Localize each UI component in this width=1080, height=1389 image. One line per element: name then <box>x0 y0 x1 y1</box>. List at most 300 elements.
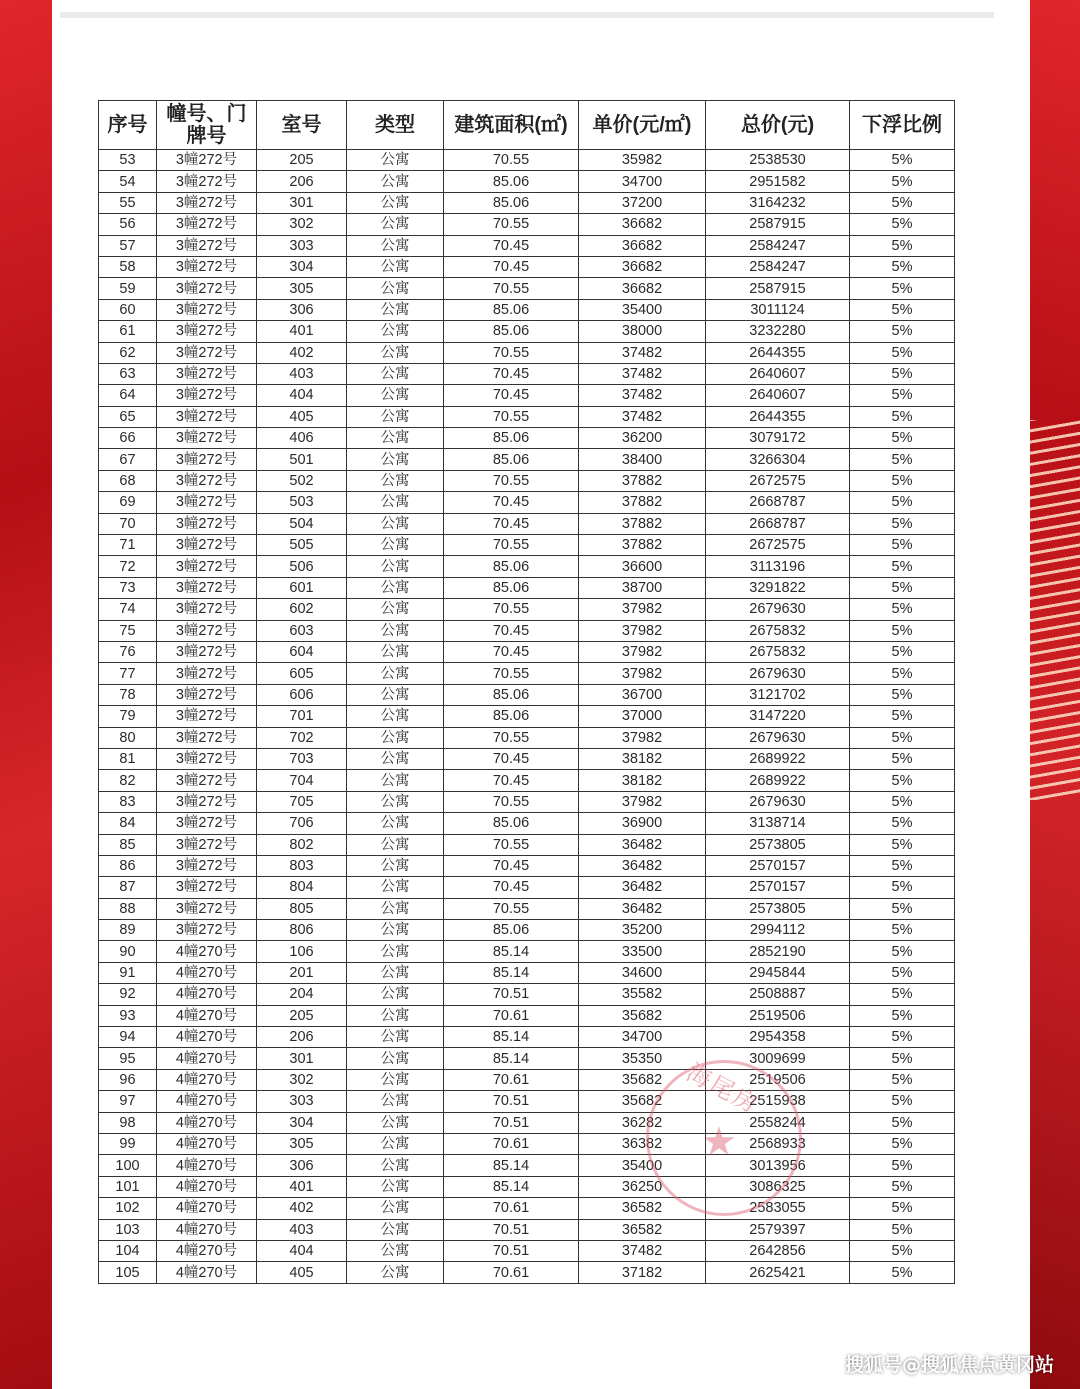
cell-seq: 84 <box>99 813 157 834</box>
cell-building: 3幢272号 <box>157 342 257 363</box>
header-total-price: 总价(元) <box>706 101 850 150</box>
cell-total-price: 3232280 <box>706 321 850 342</box>
cell-type: 公寓 <box>347 299 444 320</box>
cell-seq: 82 <box>99 770 157 791</box>
cell-room: 301 <box>257 1048 347 1069</box>
cell-seq: 87 <box>99 877 157 898</box>
cell-area: 85.06 <box>444 428 579 449</box>
cell-unit-price: 36250 <box>579 1176 706 1197</box>
cell-area: 70.55 <box>444 470 579 491</box>
cell-type: 公寓 <box>347 1198 444 1219</box>
cell-unit-price: 36482 <box>579 855 706 876</box>
cell-building: 3幢272号 <box>157 363 257 384</box>
cell-type: 公寓 <box>347 855 444 876</box>
cell-room: 803 <box>257 855 347 876</box>
cell-room: 805 <box>257 898 347 919</box>
cell-room: 206 <box>257 171 347 192</box>
cell-area: 70.55 <box>444 663 579 684</box>
cell-seq: 76 <box>99 641 157 662</box>
cell-type: 公寓 <box>347 1112 444 1133</box>
cell-unit-price: 37882 <box>579 492 706 513</box>
table-row <box>99 1198 955 1219</box>
cell-unit-price: 36482 <box>579 877 706 898</box>
cell-discount: 5% <box>850 1240 955 1261</box>
cell-area: 85.06 <box>444 577 579 598</box>
cell-room: 304 <box>257 1112 347 1133</box>
cell-unit-price: 38182 <box>579 770 706 791</box>
cell-area: 70.61 <box>444 1133 579 1154</box>
cell-building: 4幢270号 <box>157 1112 257 1133</box>
cell-total-price: 3121702 <box>706 684 850 705</box>
cell-seq: 90 <box>99 941 157 962</box>
cell-building: 3幢272号 <box>157 192 257 213</box>
price-table <box>98 100 955 1284</box>
cell-area: 70.55 <box>444 898 579 919</box>
cell-seq: 80 <box>99 727 157 748</box>
header-discount: 下浮比例 <box>850 101 955 150</box>
cell-area: 70.45 <box>444 641 579 662</box>
cell-total-price: 2570157 <box>706 855 850 876</box>
cell-area: 85.06 <box>444 813 579 834</box>
cell-room: 302 <box>257 214 347 235</box>
cell-type: 公寓 <box>347 1262 444 1283</box>
cell-building: 3幢272号 <box>157 556 257 577</box>
cell-type: 公寓 <box>347 428 444 449</box>
cell-total-price: 2644355 <box>706 406 850 427</box>
cell-room: 303 <box>257 235 347 256</box>
cell-type: 公寓 <box>347 1133 444 1154</box>
cell-room: 405 <box>257 406 347 427</box>
cell-building: 4幢270号 <box>157 962 257 983</box>
cell-area: 85.14 <box>444 962 579 983</box>
cell-area: 70.55 <box>444 791 579 812</box>
cell-unit-price: 37982 <box>579 641 706 662</box>
table-row <box>99 791 955 812</box>
cell-total-price: 2679630 <box>706 791 850 812</box>
cell-type: 公寓 <box>347 962 444 983</box>
cell-building: 3幢272号 <box>157 599 257 620</box>
cell-seq: 88 <box>99 898 157 919</box>
cell-type: 公寓 <box>347 214 444 235</box>
table-row <box>99 513 955 534</box>
table-row <box>99 577 955 598</box>
cell-discount: 5% <box>850 855 955 876</box>
cell-seq: 68 <box>99 470 157 491</box>
cell-seq: 101 <box>99 1176 157 1197</box>
cell-unit-price: 36682 <box>579 278 706 299</box>
cell-area: 85.14 <box>444 1176 579 1197</box>
table-row <box>99 641 955 662</box>
cell-total-price: 2587915 <box>706 214 850 235</box>
cell-area: 85.06 <box>444 706 579 727</box>
cell-building: 3幢272号 <box>157 299 257 320</box>
cell-discount: 5% <box>850 1219 955 1240</box>
cell-room: 405 <box>257 1262 347 1283</box>
cell-type: 公寓 <box>347 599 444 620</box>
cell-area: 85.14 <box>444 1048 579 1069</box>
cell-room: 302 <box>257 1069 347 1090</box>
cell-area: 70.51 <box>444 984 579 1005</box>
cell-room: 603 <box>257 620 347 641</box>
cell-area: 85.14 <box>444 1027 579 1048</box>
cell-building: 4幢270号 <box>157 1069 257 1090</box>
cell-room: 705 <box>257 791 347 812</box>
table-row <box>99 428 955 449</box>
cell-type: 公寓 <box>347 235 444 256</box>
table-row <box>99 1091 955 1112</box>
cell-area: 70.45 <box>444 877 579 898</box>
cell-room: 406 <box>257 428 347 449</box>
cell-discount: 5% <box>850 1155 955 1176</box>
cell-area: 70.51 <box>444 1091 579 1112</box>
table-row <box>99 470 955 491</box>
cell-seq: 61 <box>99 321 157 342</box>
cell-type: 公寓 <box>347 492 444 513</box>
cell-type: 公寓 <box>347 449 444 470</box>
cell-seq: 103 <box>99 1219 157 1240</box>
cell-type: 公寓 <box>347 321 444 342</box>
cell-unit-price: 37982 <box>579 620 706 641</box>
cell-room: 304 <box>257 256 347 277</box>
cell-unit-price: 38182 <box>579 748 706 769</box>
cell-seq: 95 <box>99 1048 157 1069</box>
cell-area: 85.06 <box>444 192 579 213</box>
cell-total-price: 2994112 <box>706 920 850 941</box>
cell-room: 501 <box>257 449 347 470</box>
cell-room: 402 <box>257 1198 347 1219</box>
cell-total-price: 2568933 <box>706 1133 850 1154</box>
cell-room: 201 <box>257 962 347 983</box>
cell-discount: 5% <box>850 1005 955 1026</box>
cell-unit-price: 37482 <box>579 342 706 363</box>
table-header-row <box>99 101 955 150</box>
cell-room: 401 <box>257 1176 347 1197</box>
table-row <box>99 1262 955 1283</box>
cell-discount: 5% <box>850 492 955 513</box>
cell-total-price: 2675832 <box>706 620 850 641</box>
cell-seq: 65 <box>99 406 157 427</box>
cell-total-price: 2558244 <box>706 1112 850 1133</box>
cell-building: 3幢272号 <box>157 492 257 513</box>
cell-unit-price: 37000 <box>579 706 706 727</box>
cell-unit-price: 34600 <box>579 962 706 983</box>
cell-type: 公寓 <box>347 406 444 427</box>
cell-area: 70.55 <box>444 727 579 748</box>
cell-discount: 5% <box>850 663 955 684</box>
cell-area: 70.45 <box>444 748 579 769</box>
cell-total-price: 3291822 <box>706 577 850 598</box>
cell-total-price: 2579397 <box>706 1219 850 1240</box>
cell-seq: 85 <box>99 834 157 855</box>
cell-seq: 93 <box>99 1005 157 1026</box>
cell-unit-price: 37482 <box>579 363 706 384</box>
cell-room: 402 <box>257 342 347 363</box>
cell-total-price: 2945844 <box>706 962 850 983</box>
table-row <box>99 342 955 363</box>
cell-unit-price: 35582 <box>579 984 706 1005</box>
table-row <box>99 748 955 769</box>
cell-room: 504 <box>257 513 347 534</box>
cell-area: 85.14 <box>444 1155 579 1176</box>
cell-building: 4幢270号 <box>157 1219 257 1240</box>
cell-seq: 89 <box>99 920 157 941</box>
table-row <box>99 920 955 941</box>
cell-type: 公寓 <box>347 556 444 577</box>
cell-building: 4幢270号 <box>157 1133 257 1154</box>
cell-type: 公寓 <box>347 256 444 277</box>
header-area: 建筑面积(㎡) <box>444 101 579 150</box>
cell-unit-price: 35350 <box>579 1048 706 1069</box>
cell-building: 3幢272号 <box>157 321 257 342</box>
cell-total-price: 2538530 <box>706 150 850 171</box>
table-row <box>99 535 955 556</box>
cell-type: 公寓 <box>347 577 444 598</box>
cell-room: 403 <box>257 363 347 384</box>
cell-building: 4幢270号 <box>157 1240 257 1261</box>
cell-seq: 77 <box>99 663 157 684</box>
cell-area: 85.14 <box>444 941 579 962</box>
cell-type: 公寓 <box>347 1069 444 1090</box>
cell-area: 85.06 <box>444 171 579 192</box>
cell-seq: 69 <box>99 492 157 513</box>
cell-seq: 55 <box>99 192 157 213</box>
cell-total-price: 2679630 <box>706 599 850 620</box>
table-row <box>99 1219 955 1240</box>
cell-unit-price: 38700 <box>579 577 706 598</box>
cell-total-price: 3147220 <box>706 706 850 727</box>
cell-building: 3幢272号 <box>157 898 257 919</box>
cell-unit-price: 37982 <box>579 663 706 684</box>
cell-unit-price: 37482 <box>579 385 706 406</box>
cell-building: 4幢270号 <box>157 984 257 1005</box>
cell-building: 4幢270号 <box>157 1198 257 1219</box>
table-row <box>99 898 955 919</box>
cell-area: 70.45 <box>444 770 579 791</box>
cell-discount: 5% <box>850 470 955 491</box>
cell-total-price: 3113196 <box>706 556 850 577</box>
cell-discount: 5% <box>850 449 955 470</box>
cell-building: 3幢272号 <box>157 150 257 171</box>
cell-total-price: 2672575 <box>706 470 850 491</box>
cell-seq: 81 <box>99 748 157 769</box>
cell-total-price: 2573805 <box>706 834 850 855</box>
cell-unit-price: 38000 <box>579 321 706 342</box>
cell-type: 公寓 <box>347 920 444 941</box>
cell-building: 3幢272号 <box>157 855 257 876</box>
cell-type: 公寓 <box>347 1048 444 1069</box>
cell-seq: 58 <box>99 256 157 277</box>
cell-discount: 5% <box>850 620 955 641</box>
cell-building: 3幢272号 <box>157 278 257 299</box>
table-row <box>99 813 955 834</box>
table-row <box>99 877 955 898</box>
cell-discount: 5% <box>850 984 955 1005</box>
cell-discount: 5% <box>850 278 955 299</box>
cell-building: 3幢272号 <box>157 235 257 256</box>
cell-seq: 78 <box>99 684 157 705</box>
table-row <box>99 770 955 791</box>
cell-building: 3幢272号 <box>157 791 257 812</box>
cell-building: 3幢272号 <box>157 706 257 727</box>
cell-discount: 5% <box>850 962 955 983</box>
cell-unit-price: 34700 <box>579 171 706 192</box>
cell-room: 502 <box>257 470 347 491</box>
cell-discount: 5% <box>850 235 955 256</box>
cell-type: 公寓 <box>347 663 444 684</box>
cell-discount: 5% <box>850 1112 955 1133</box>
cell-discount: 5% <box>850 1262 955 1283</box>
table-row <box>99 941 955 962</box>
cell-seq: 54 <box>99 171 157 192</box>
cell-discount: 5% <box>850 599 955 620</box>
cell-type: 公寓 <box>347 192 444 213</box>
cell-unit-price: 36582 <box>579 1198 706 1219</box>
cell-unit-price: 37982 <box>579 727 706 748</box>
cell-discount: 5% <box>850 577 955 598</box>
cell-type: 公寓 <box>347 363 444 384</box>
table-row <box>99 962 955 983</box>
cell-room: 804 <box>257 877 347 898</box>
cell-room: 305 <box>257 1133 347 1154</box>
table-row <box>99 706 955 727</box>
table-row <box>99 385 955 406</box>
cell-unit-price: 37882 <box>579 470 706 491</box>
cell-type: 公寓 <box>347 513 444 534</box>
cell-area: 85.06 <box>444 449 579 470</box>
cell-discount: 5% <box>850 150 955 171</box>
table-row <box>99 235 955 256</box>
cell-discount: 5% <box>850 556 955 577</box>
cell-building: 3幢272号 <box>157 449 257 470</box>
cell-seq: 96 <box>99 1069 157 1090</box>
cell-room: 706 <box>257 813 347 834</box>
cell-type: 公寓 <box>347 834 444 855</box>
cell-total-price: 2672575 <box>706 535 850 556</box>
cell-type: 公寓 <box>347 150 444 171</box>
cell-total-price: 3266304 <box>706 449 850 470</box>
cell-unit-price: 37482 <box>579 1240 706 1261</box>
cell-type: 公寓 <box>347 1240 444 1261</box>
cell-type: 公寓 <box>347 941 444 962</box>
cell-seq: 74 <box>99 599 157 620</box>
cell-building: 3幢272号 <box>157 727 257 748</box>
cell-total-price: 2679630 <box>706 727 850 748</box>
cell-unit-price: 33500 <box>579 941 706 962</box>
table-row <box>99 855 955 876</box>
cell-type: 公寓 <box>347 770 444 791</box>
cell-unit-price: 35682 <box>579 1069 706 1090</box>
cell-discount: 5% <box>850 428 955 449</box>
cell-room: 205 <box>257 150 347 171</box>
cell-building: 4幢270号 <box>157 941 257 962</box>
table-row <box>99 1133 955 1154</box>
cell-seq: 70 <box>99 513 157 534</box>
cell-building: 3幢272号 <box>157 620 257 641</box>
cell-unit-price: 36200 <box>579 428 706 449</box>
cell-type: 公寓 <box>347 641 444 662</box>
cell-area: 85.06 <box>444 684 579 705</box>
table-row <box>99 1069 955 1090</box>
cell-type: 公寓 <box>347 1176 444 1197</box>
cell-seq: 94 <box>99 1027 157 1048</box>
cell-discount: 5% <box>850 171 955 192</box>
cell-seq: 86 <box>99 855 157 876</box>
table-row <box>99 1240 955 1261</box>
cell-discount: 5% <box>850 385 955 406</box>
cell-seq: 60 <box>99 299 157 320</box>
cell-unit-price: 34700 <box>579 1027 706 1048</box>
cell-total-price: 2954358 <box>706 1027 850 1048</box>
cell-total-price: 2689922 <box>706 770 850 791</box>
cell-room: 205 <box>257 1005 347 1026</box>
cell-discount: 5% <box>850 1048 955 1069</box>
cell-unit-price: 38400 <box>579 449 706 470</box>
cell-area: 85.06 <box>444 299 579 320</box>
cell-room: 602 <box>257 599 347 620</box>
cell-area: 70.61 <box>444 1005 579 1026</box>
cell-area: 70.55 <box>444 214 579 235</box>
cell-room: 606 <box>257 684 347 705</box>
cell-total-price: 2668787 <box>706 513 850 534</box>
cell-discount: 5% <box>850 1133 955 1154</box>
cell-total-price: 2668787 <box>706 492 850 513</box>
cell-room: 505 <box>257 535 347 556</box>
cell-building: 3幢272号 <box>157 214 257 235</box>
cell-type: 公寓 <box>347 1091 444 1112</box>
cell-area: 70.51 <box>444 1240 579 1261</box>
cell-unit-price: 35400 <box>579 1155 706 1176</box>
cell-area: 70.55 <box>444 342 579 363</box>
cell-unit-price: 36382 <box>579 1133 706 1154</box>
document-page <box>52 0 1030 1389</box>
seal-star-icon: ★ <box>701 1119 737 1165</box>
cell-discount: 5% <box>850 877 955 898</box>
cell-area: 70.55 <box>444 535 579 556</box>
cell-type: 公寓 <box>347 1219 444 1240</box>
cell-building: 3幢272号 <box>157 920 257 941</box>
cell-building: 4幢270号 <box>157 1091 257 1112</box>
cell-room: 204 <box>257 984 347 1005</box>
cell-unit-price: 37182 <box>579 1262 706 1283</box>
cell-unit-price: 35200 <box>579 920 706 941</box>
cell-discount: 5% <box>850 748 955 769</box>
cell-discount: 5% <box>850 535 955 556</box>
cell-type: 公寓 <box>347 385 444 406</box>
cell-seq: 73 <box>99 577 157 598</box>
cell-type: 公寓 <box>347 1005 444 1026</box>
cell-unit-price: 37982 <box>579 599 706 620</box>
cell-area: 70.55 <box>444 150 579 171</box>
cell-seq: 98 <box>99 1112 157 1133</box>
cell-room: 704 <box>257 770 347 791</box>
cell-room: 306 <box>257 1155 347 1176</box>
cell-seq: 59 <box>99 278 157 299</box>
cell-building: 3幢272号 <box>157 641 257 662</box>
cell-unit-price: 37200 <box>579 192 706 213</box>
background-left-ribbon <box>0 0 60 1389</box>
cell-seq: 102 <box>99 1198 157 1219</box>
cell-discount: 5% <box>850 770 955 791</box>
cell-total-price: 3164232 <box>706 192 850 213</box>
cell-seq: 57 <box>99 235 157 256</box>
cell-area: 70.55 <box>444 278 579 299</box>
cell-type: 公寓 <box>347 171 444 192</box>
cell-type: 公寓 <box>347 278 444 299</box>
cell-area: 70.61 <box>444 1262 579 1283</box>
cell-unit-price: 35982 <box>579 150 706 171</box>
cell-seq: 79 <box>99 706 157 727</box>
cell-building: 3幢272号 <box>157 513 257 534</box>
